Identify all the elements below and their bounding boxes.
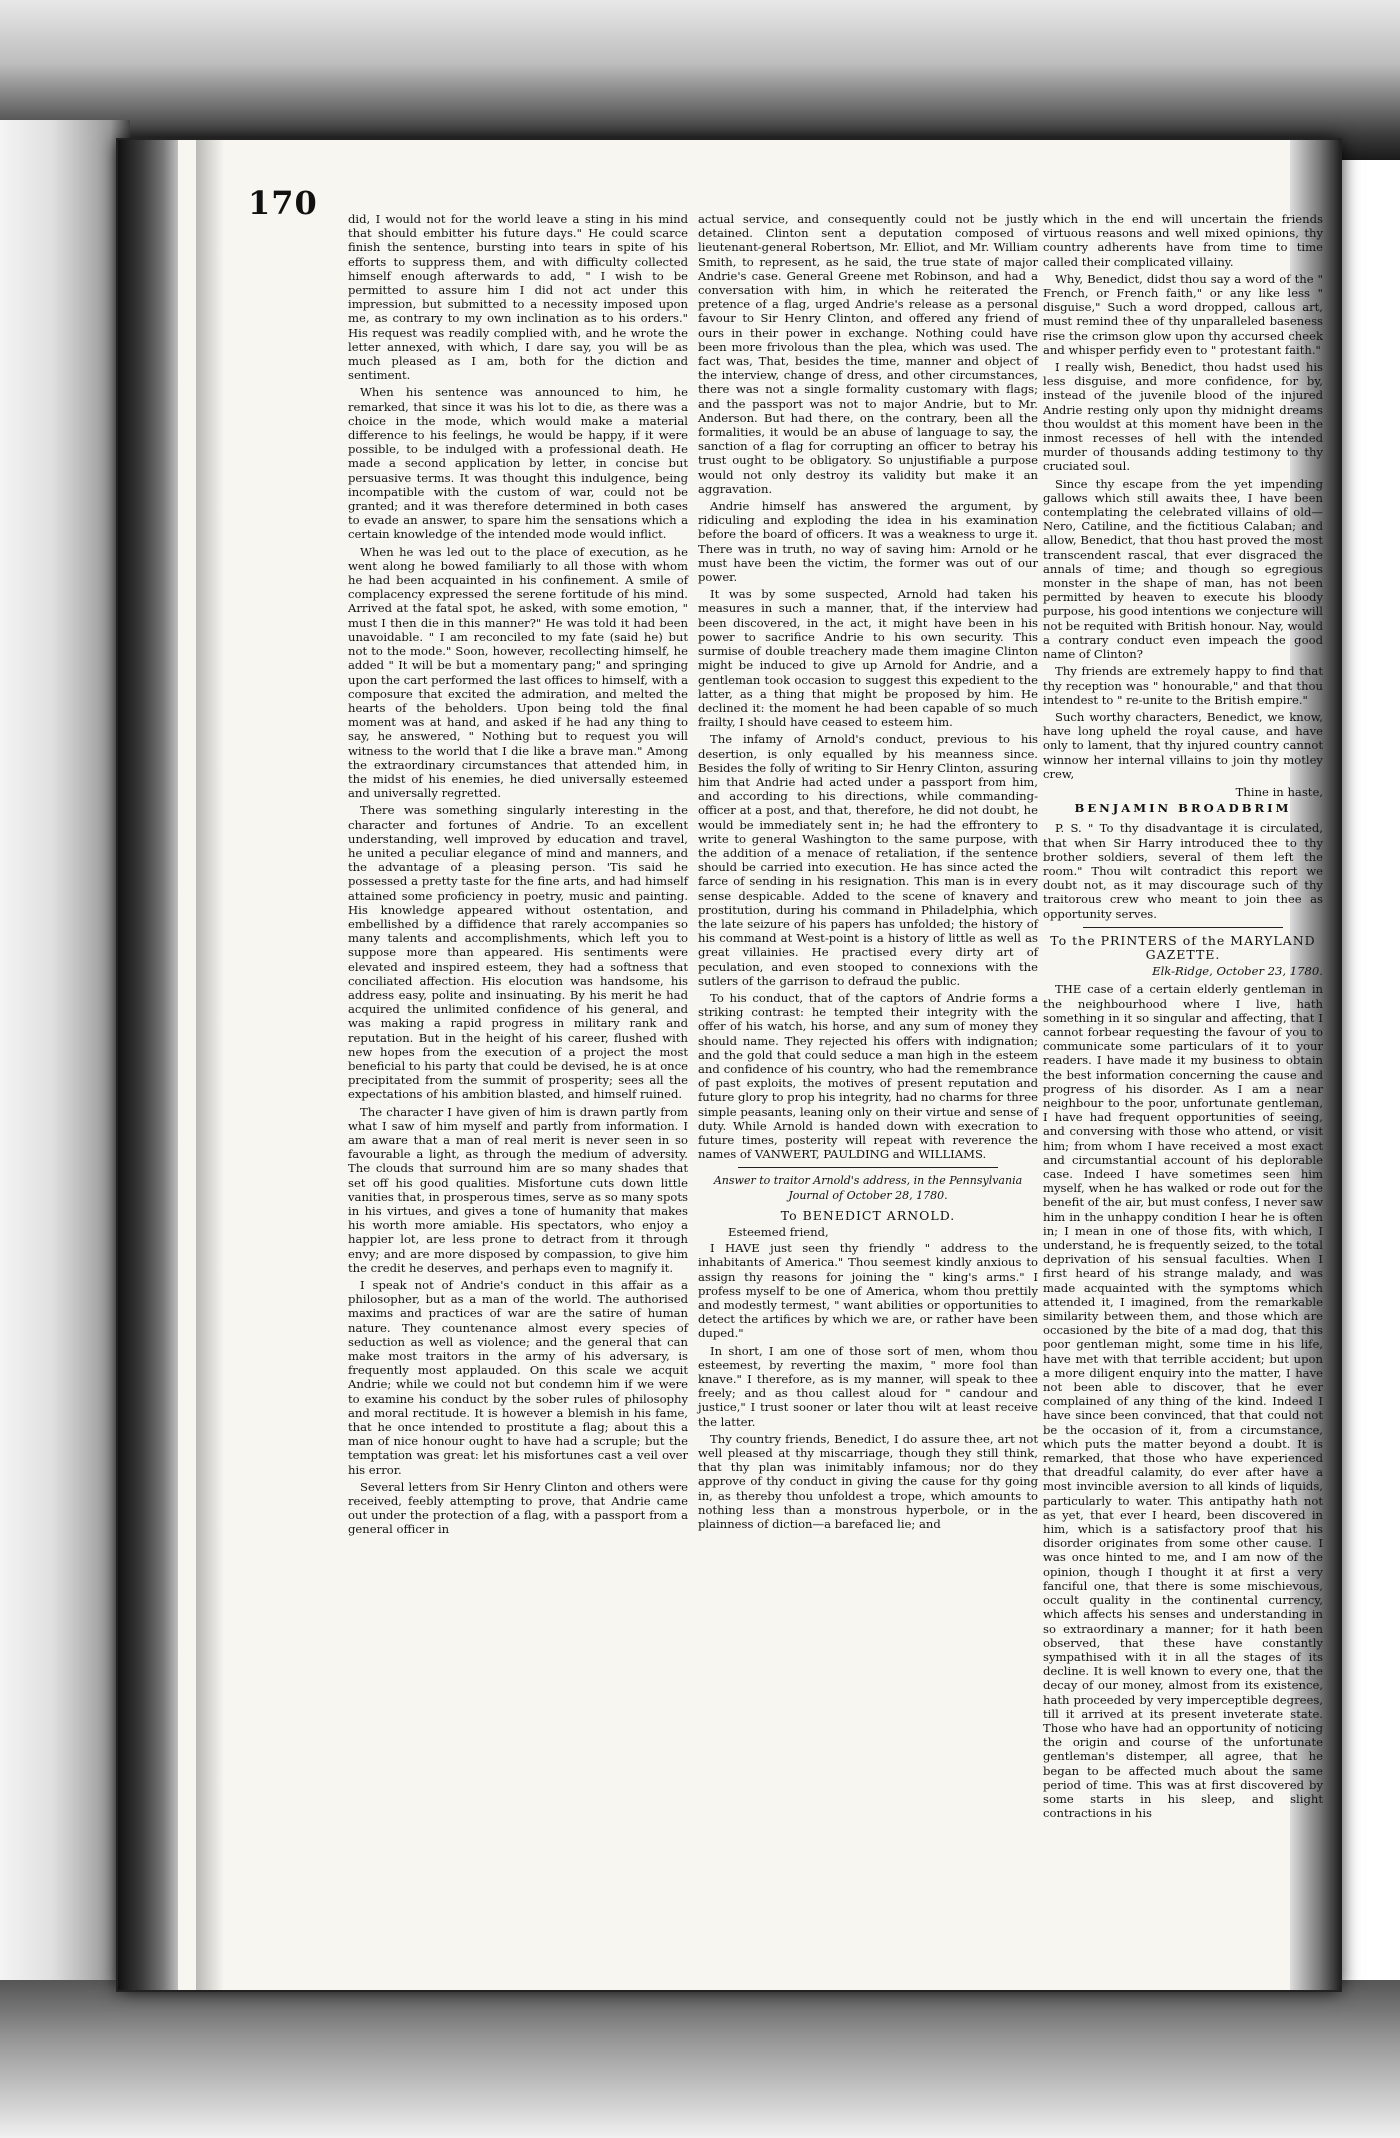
book-binding (118, 140, 178, 1990)
article-heading: Answer to traitor Arnold's address, in the Pennsylvania Journal of October 28, 1780. (713, 1174, 1023, 1202)
paragraph: In short, I am one of those sort of men, whom thou esteemest, by reverting the maxim, " more fool than knave." I therefore, as is my manner, will speak to thee freely; and as thou callest aloud for " candour and justice," I trust sooner or later thou wilt at least receive the latter. (698, 1343, 1038, 1429)
section-rule (1083, 927, 1283, 928)
paragraph: Why, Benedict, didst thou say a word of the " French, or French faith," or any like less " disguise," Such a word dropped, callous art, must remind thee of thy unparalleled baseness rise the crimson glow upon thy accursed cheek and whisper perfidy even to " protestant faith." (1043, 271, 1323, 357)
addressee-heading: To BENEDICT ARNOLD. (780, 1207, 956, 1223)
paragraph: Several letters from Sir Henry Clinton and others were received, feebly attempting to prove, that Andrie came out under the protection of a flag, with a passport from a general officer in (348, 1479, 688, 1537)
salutation: Esteemed friend, (728, 1225, 829, 1240)
dateline: Elk-Ridge, October 23, 1780. (1152, 964, 1323, 979)
paragraph: Andrie himself has answered the argument, by ridiculing and exploding the idea in his examination before the board of officers. It was a weakness to urge it. There was in truth, no way of saving him: Arnold or he must have been the victim, the former was out of our power. (698, 499, 1038, 585)
column-3 (1043, 212, 1323, 1823)
scan-bottom-shadow (0, 1980, 1400, 2138)
paragraph: Thy country friends, Benedict, I do assure thee, art not well pleased at thy miscarriage, though they still think, that thy plan was inimitably infamous; nor do they approve of thy conduct in giving the cause for thy going in, as thereby thou unfoldest a trope, which amounts to nothing less than a monstrous hyperbole, or in the plainness of diction—a barefaced lie; and (698, 1431, 1038, 1532)
column-1 (348, 212, 688, 1540)
paragraph: did, I would not for the world leave a sting in his mind that should embitter his future days." He could scarce finish the sentence, bursting into tears in spite of his efforts to suppress them, and with difficulty collected himself enough afterwards to add, " I wish to be permitted to assure him I did not act under this impression, but submitted to a necessity imposed upon me, as contrary to my own inclination as to his orders." His request was readily complied with, and he wrote the letter annexed, with which, I dare say, you will be as much pleased as I am, both for the diction and sentiment. (348, 212, 688, 383)
scan-top-shadow (0, 0, 1400, 160)
paragraph: To his conduct, that of the captors of Andrie forms a striking contrast: he tempted their integrity with the offer of his watch, his horse, and any sum of money they should name. They rejected his offers with indignation; and the gold that could seduce a man high in the esteem and confidence of his country, who had the remembrance of past exploits, the motives of present reputation and future glory to prop his integrity, had no charms for three simple peasants, leaning only on their virtue and sense of duty. While Arnold is handed down with execration to future times, posterity will repeat with reverence the names of VANWERT, PAULDING and WILLIAMS. (698, 990, 1038, 1162)
paragraph: When he was led out to the place of execution, as he went along he bowed familiarly to all those with whom he had been acquainted in his confinement. A smile of complacency expressed the serene fortitude of his mind. Arrived at the fatal spot, he asked, with some emotion, " must I then die in this manner?" He was told it had been unavoidable. " I am reconciled to my fate (said he) but not to the mode." Soon, however, recollecting himself, he added " It will be but a momentary pang;" and springing upon the cart performed the last offices to himself, with a composure that excited the admiration, and melted the hearts of the beholders. Upon being told the final moment was at hand, and asked if he had any thing to say, he answered, " Nothing but to request you will witness to the world that I die like a brave man." Among the extraordinary circumstances that attended him, in the midst of his enemies, he died universally esteemed and universally regretted. (348, 544, 688, 801)
paragraph: I HAVE just seen thy friendly " address to the inhabitants of America." Thou seemest kindly anxious to assign thy reasons for joining the " king's arms." I profess myself to be one of America, whom thou prettily and modestly termest, " want abilities or opportunities to detect the artifices by which we are, or rather have been duped." (698, 1241, 1038, 1341)
paragraph: The infamy of Arnold's conduct, previous to his desertion, is only equalled by his meanness since. Besides the folly of writing to Sir Henry Clinton, assuring him that Andrie had acted under a passport from him, and according to his directions, while commanding-officer at a post, and that, therefore, he did not doubt, he would be immediately sent in; he had the effrontery to write to general Washington to the same purpose, with the addition of a menace of retaliation, if the sentence should be carried into execution. He has since acted the farce of sending in his resignation. This man is in every sense despicable. Added to the scene of knavery and prostitution, during his command in Philadelphia, which the late seizure of his papers has unfolded; the history of his command at West-point is a history of little as well as great villainies. He practised every dirty art of peculation, and even stooped to connexions with the sutlers of the garrison to defraud the public. (698, 732, 1038, 988)
column-2 (698, 212, 1038, 1534)
paragraph: Such worthy characters, Benedict, we know, have long upheld the royal cause, and have only to lament, that thy injured country cannot winnow her internal villains to join thy motley crew, (1043, 709, 1323, 781)
scan-left-shadow (0, 120, 130, 2020)
signature: BENJAMIN BROADBRIM (1074, 801, 1292, 816)
section-rule (738, 1167, 998, 1168)
paragraph: actual service, and consequently could not be justly detained. Clinton sent a deputation composed of lieutenant-general Robertson, Mr. Elliot, and Mr. William Smith, to represent, as he said, the true state of major Andrie's case. General Greene met Robinson, and had a conversation with him, in which he reiterated the pretence of a flag, urged Andrie's release as a personal favour to Sir Henry Clinton, and offered any friend of ours in their power in exchange. Nothing could have been more frivolous than the plea, which was used. The fact was, That, besides the time, manner and object of the interview, change of dress, and other circumstances, there was not a single formality customary with flags; and the passport was not to major Andrie, but to Mr. Anderson. But had there, on the contrary, been all the formalities, it would be an abuse of language to say, the sanction of a flag for corrupting an officer to betray his trust ought to be obligatory. So unjustifiable a purpose would not only destroy its validity but make it an aggravation. (698, 212, 1038, 496)
paragraph: which in the end will uncertain the friends virtuous reasons and well mixed opinions, thy country adherents have from time to time called their complicated villainy. (1043, 212, 1323, 269)
paragraph: I really wish, Benedict, thou hadst used his less disguise, and more confidence, for by, instead of the juvenile blood of the injured Andrie resting only upon thy midnight dreams thou wouldst at this moment have been in the inmost recesses of hell with the intended murder of thousands adding testimony to thy cruciated soul. (1043, 360, 1323, 474)
paragraph: THE case of a certain elderly gentleman in the neighbourhood where I live, hath something in it so singular and affecting, that I cannot forbear requesting the favour of you to communicate some particulars of it to your readers. I have made it my business to obtain the best information concerning the cause and progress of his disorder. As I am a near neighbour to the poor, unfortunate gentleman, I have had frequent opportunities of seeing, and conversing with those who attend, or visit him; from whom I have received a most exact and circumstantial account of his deplorable case. Indeed I have sometimes seen him myself, when he has walked or rode out for the benefit of the air, but must confess, I never saw him in the unhappy condition I hear he is often in; I mean in one of those fits, with which, I understand, he is frequently seized, to the total deprivation of his sensual faculties. When I first heard of his strange malady, and was made acquainted with the symptoms which attended it, I imagined, from the remarkable similarity between them, and those which are occasioned by the bite of a mad dog, that this poor gentleman might, some time in his life, have met with that terrible accident; but upon a more diligent enquiry into the matter, I have not been able to discover, that he ever complained of any thing of the kind. Indeed I have since been convinced, that that could not be the occasion of it, from a circumstance, which puts the matter beyond a doubt. It is remarked, that those who have experienced that dreadful calamity, do ever after have a most invincible aversion to all kinds of liquids, particularly to water. This antipathy hath not as yet, that ever I heard, been discovered in him, which is a satisfactory proof that his disorder originates from some other cause. I was once hinted to me, and I am now of the opinion, though I thought it at first a very fanciful one, that there is some mischievous, occult quality in the continental currency, which affects his senses and understanding in so extraordinary a manner; for it hath been observed, that these have constantly sympathised with it in all the stages of its decline. It is well known to every one, that the decay of our money, almost from its existence, hath proceeded by very imperceptible degrees, till it arrived at its present inveterate state. Those who have had an opportunity of noticing the origin and course of the unfortunate gentleman's distemper, all agree, that he began to be affected much about the same period of time. This was at first discovered by some starts in his sleep, and slight contractions in his (1043, 982, 1323, 1821)
newspaper-page (118, 140, 1340, 1990)
paragraph: It was by some suspected, Arnold had taken his measures in such a manner, that, if the interview had been discovered, in the act, it might have been in his power to sacrifice Andrie to his own security. This surmise of double treachery made them imagine Clinton might be induced to give up Arnold for Andrie, and a gentleman took occasion to suggest this expedient to the latter, as a thing that might be proposed by him. He declined it: the moment he had been capable of so much frailty, I should have ceased to esteem him. (698, 587, 1038, 730)
article-heading: To the PRINTERS of the MARYLAND GAZETTE. (1050, 932, 1316, 962)
paragraph: I speak not of Andrie's conduct in this affair as a philosopher, but as a man of the world. The authorised maxims and practices of war are the satire of human nature. They countenance almost every species of seduction as well as violence; and the general that can make most traitors in the army of his adversary, is frequently most applauded. On this scale we acquit Andrie; while we could not but condemn him if we were to examine his conduct by the sober rules of philosophy and moral rectitude. It is however a blemish in his fame, that he once intended to prostitute a flag; about this a man of nice honour ought to have had a scruple; but the temptation was great: let his misfortunes cast a veil over his error. (348, 1278, 688, 1477)
paragraph: There was something singularly interesting in the character and fortunes of Andrie. To an excellent understanding, well improved by education and travel, he united a peculiar elegance of mind and manners, and the advantage of a pleasing person. 'Tis said he possessed a pretty taste for the fine arts, and had himself attained some proficiency in poetry, music and painting. His knowledge appeared without ostentation, and embellished by a diffidence that rarely accompanies so many talents and accomplishments, which left you to suppose more than appeared. His sentiments were elevated and inspired esteem, they had a softness that conciliated affection. His elocution was handsome, his address easy, polite and insinuating. By his merit he had acquired the unlimited confidence of his general, and was making a rapid progress in military rank and reputation. But in the height of his career, flushed with new hopes from the execution of a project the most beneficial to his party that could be devised, he is at once precipitated from the summit of prosperity; sees all the expectations of his ambition blasted, and himself ruined. (348, 803, 688, 1102)
paragraph: Since thy escape from the yet impending gallows which still awaits thee, I have been contemplating the celebrated villains of old—Nero, Catiline, and the fictitious Calaban; and allow, Benedict, that thou hast proved the most transcendent rascal, that ever disgraced the annals of time; and though so egregious monster in the shape of man, has not been permitted by heaven to execute his bloody purpose, his good intentions we conjecture will not be requited with British honour. Nay, would a contrary conduct even impeach the good name of Clinton? (1043, 476, 1323, 662)
closing: Thine in haste, (1235, 784, 1323, 799)
page-number: 170 (248, 184, 318, 222)
postscript: P. S. " To thy disadvantage it is circulated, that when Sir Harry introduced thee to thy brother soldiers, several of them left the room." Thou wilt contradict this report we doubt not, as it may discourage such of thy traitorous crew who meant to join thee as opportunity serves. (1043, 821, 1323, 921)
paragraph: The character I have given of him is drawn partly from what I saw of him myself and partly from information. I am aware that a man of real merit is never seen in so favourable a light, as through the medium of adversity. The clouds that surround him are so many shades that set off his good qualities. Misfortune cuts down little vanities that, in prosperous times, serve as so many spots in his virtues, and gives a tone of humanity that makes his worth more amiable. His spectators, who enjoy a happier lot, are less prone to detract from it through envy; and are more disposed by compassion, to give him the credit he deserves, and perhaps even to magnify it. (348, 1104, 688, 1275)
paragraph: Thy friends are extremely happy to find that thy reception was " honourable," and that thou intendest to " re-unite to the British empire." (1043, 664, 1323, 707)
paragraph: When his sentence was announced to him, he remarked, that since it was his lot to die, as there was a choice in the mode, which would make a material difference to his feelings, he would be happy, if it were possible, to be indulged with a professional death. He made a second application by letter, in concise but persuasive terms. It was thought this indulgence, being incompatible with the custom of war, could not be granted; and it was therefore determined in both cases to evade an answer, to spare him the sensations which a certain knowledge of the intended mode would inflict. (348, 385, 688, 542)
page-fold-shadow (196, 140, 224, 1990)
